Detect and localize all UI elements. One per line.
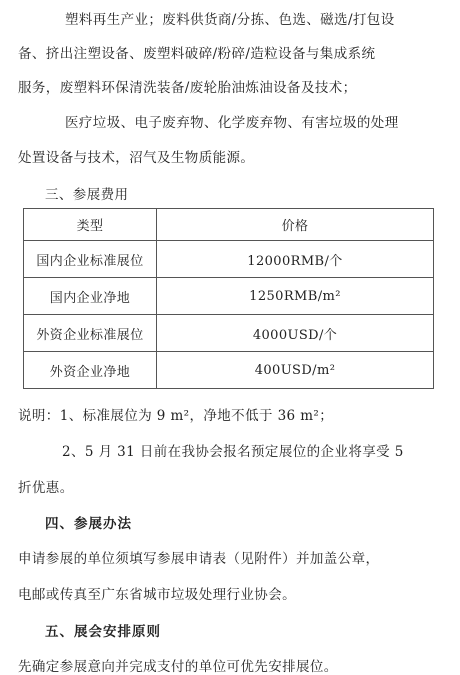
table-cell-type: 国内企业净地 <box>24 278 157 315</box>
note-2-line-1: 2、5 月 31 日前在我协会报名预定展位的企业将享受 5 <box>62 444 404 460</box>
table-cell-type: 外资企业净地 <box>24 352 157 389</box>
section-heading-method: 四、参展办法 <box>45 516 132 532</box>
arrangement-line-1: 先确定参展意向并完成支付的单位可优先安排展位。 <box>18 659 338 675</box>
table-header-price: 价格 <box>157 209 434 241</box>
method-line-1: 申请参展的单位须填写参展申请表（见附件）并加盖公章， <box>18 551 380 567</box>
section-heading-fees: 三、参展费用 <box>45 187 129 203</box>
table-cell-type: 国内企业标准展位 <box>24 241 157 278</box>
table-row <box>24 315 434 352</box>
table-cell-price: 4000USD/个 <box>157 315 434 352</box>
method-line-2: 电邮或传真至广东省城市垃圾处理行业协会。 <box>18 587 296 603</box>
table-cell-price: 400USD/m² <box>157 352 434 389</box>
table-row <box>24 278 434 315</box>
fee-table <box>23 208 434 389</box>
intro-line-1: 塑料再生产业；废料供货商/分拣、色选、磁选/打包设 <box>65 12 395 28</box>
table-cell-price: 1250RMB/m² <box>157 278 434 315</box>
note-1: 说明：1、标准展位为 9 m²，净地不低于 36 m²； <box>18 408 334 424</box>
intro-line-3: 服务，废塑料环保清洗装备/废轮胎油炼油设备及技术； <box>18 80 357 96</box>
note-2-line-2: 折优惠。 <box>18 480 74 496</box>
table-cell-type: 外资企业标准展位 <box>24 315 157 352</box>
table-cell-price: 12000RMB/个 <box>157 241 434 278</box>
table-row <box>24 241 434 278</box>
table-row <box>24 352 434 389</box>
medical-line-2: 处置设备与技术，沼气及生物质能源。 <box>18 150 255 166</box>
medical-line-1: 医疗垃圾、电子废弃物、化学废弃物、有害垃圾的处理 <box>65 115 399 131</box>
intro-line-2: 备、挤出注塑设备、废塑料破碎/粉碎/造粒设备与集成系统 <box>18 46 376 62</box>
section-heading-arrangement: 五、展会安排原则 <box>45 624 161 640</box>
table-header-row <box>24 209 434 241</box>
table-header-type: 类型 <box>24 209 157 241</box>
